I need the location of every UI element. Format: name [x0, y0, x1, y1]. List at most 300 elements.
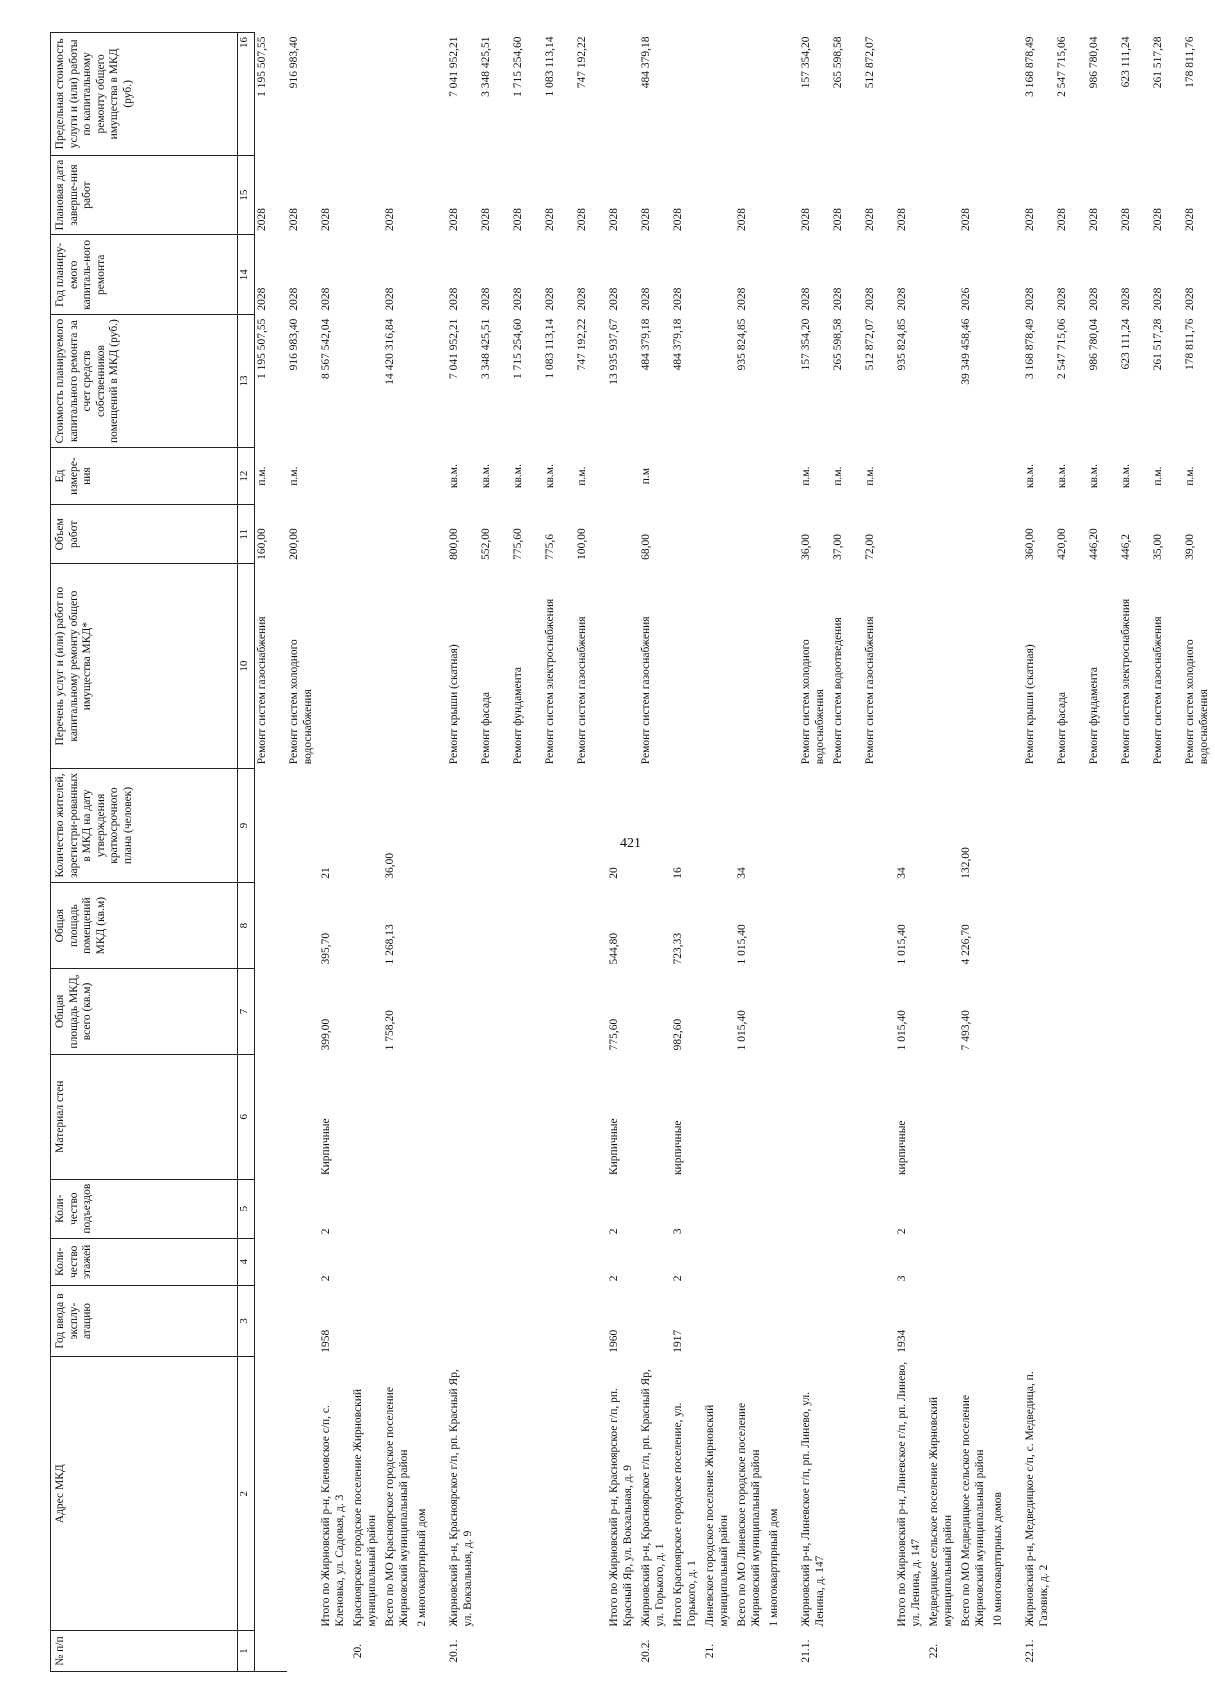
- table-cell: [1119, 1631, 1151, 1672]
- table-cell: [543, 883, 575, 969]
- column-header-6: Материал стен: [51, 1054, 238, 1179]
- table-cell: кв.м.: [1120, 464, 1132, 489]
- table-cell: [287, 883, 319, 969]
- table-cell: [863, 1054, 895, 1179]
- column-header-7: Общая площадь МКД, всего (кв.м): [51, 969, 238, 1055]
- table-cell: [255, 1357, 288, 1631]
- table-row: [479, 33, 511, 1672]
- column-header-14: Год планиру-емого капиталь-ного ремонта: [51, 235, 238, 315]
- table-cell: [1183, 1179, 1215, 1238]
- table-cell: [895, 447, 927, 504]
- table-cell: 2028: [640, 207, 652, 231]
- table-row: [1055, 33, 1087, 1672]
- table-cell: 2028: [608, 207, 620, 231]
- table-cell: 2: [896, 1228, 908, 1235]
- table-cell: [767, 505, 799, 564]
- column-header-10: Перечень услуг и (или) работ по капитальному ремонту общего имущества МКД*: [51, 564, 238, 768]
- table-cell: [575, 1357, 607, 1631]
- table-cell: 775,60: [512, 528, 524, 560]
- table-cell: [991, 315, 1023, 448]
- table-cell: [319, 564, 351, 768]
- table-cell: [1023, 1285, 1055, 1357]
- table-cell: 2028: [672, 287, 684, 311]
- table-cell: Ремонт систем электроснабжения: [544, 598, 556, 765]
- table-cell: [287, 1631, 319, 1672]
- table-cell: [1183, 1054, 1215, 1179]
- column-header-1: № п/п: [51, 1631, 238, 1672]
- table-cell: [863, 969, 895, 1055]
- table-cell: 2028: [800, 287, 812, 311]
- table-cell: [991, 564, 1023, 768]
- table-cell: [639, 768, 671, 882]
- table-cell: [991, 1054, 1023, 1179]
- table-row: [447, 33, 479, 1672]
- table-cell: Всего по МО Медведицкое сельское поселение Жирновский муниципальный район: [960, 1395, 986, 1627]
- table-cell: [1119, 883, 1151, 969]
- table-cell: 3 168 878,49: [1024, 318, 1036, 379]
- table-cell: 2028: [864, 207, 876, 231]
- table-cell: кв.м.: [1088, 464, 1100, 489]
- table-cell: 2028: [640, 287, 652, 311]
- table-cell: 68,00: [640, 534, 652, 560]
- column-header-5: Коли-чество подъездов: [51, 1179, 238, 1238]
- table-cell: кв.м.: [1056, 464, 1068, 489]
- table-cell: [991, 235, 1023, 315]
- table-row: [1151, 33, 1183, 1672]
- table-cell: [1023, 768, 1055, 882]
- table-cell: 2028: [832, 287, 844, 311]
- table-cell: [927, 768, 959, 882]
- table-cell: 8 567 542,04: [320, 318, 332, 379]
- table-cell: [927, 564, 959, 768]
- table-cell: 7 041 952,21: [448, 36, 460, 97]
- table-cell: 4 226,70: [960, 924, 972, 965]
- table-cell: 21.1.: [800, 1639, 812, 1663]
- table-cell: [863, 1238, 895, 1285]
- table-cell: [959, 33, 991, 156]
- table-cell: 10 многоквартирных домов: [992, 1492, 1004, 1627]
- column-header-2: Адрес МКД: [51, 1357, 238, 1631]
- table-cell: [863, 1357, 895, 1631]
- table-cell: [1087, 1238, 1119, 1285]
- column-header-4: Коли-чество этажей: [51, 1238, 238, 1285]
- table-cell: 2028: [544, 287, 556, 311]
- table-cell: 484 379,18: [640, 318, 652, 371]
- table-cell: [895, 33, 927, 156]
- table-cell: [479, 1179, 511, 1238]
- table-cell: [415, 1238, 447, 1285]
- table-cell: 2028: [448, 207, 460, 231]
- table-row: [319, 33, 351, 1672]
- table-cell: п.м.: [832, 466, 844, 486]
- table-cell: 34: [896, 867, 908, 879]
- table-cell: [959, 1054, 991, 1179]
- table-cell: [703, 1238, 735, 1285]
- table-row: [255, 33, 288, 1672]
- table-cell: 1934: [896, 1329, 908, 1353]
- table-cell: [671, 505, 703, 564]
- table-cell: [1055, 1054, 1087, 1179]
- table-cell: [383, 1179, 415, 1238]
- table-cell: [703, 1179, 735, 1238]
- table-cell: [991, 969, 1023, 1055]
- table-cell: 2028: [960, 207, 972, 231]
- table-cell: 261 517,28: [1152, 36, 1164, 89]
- table-cell: [895, 564, 927, 768]
- table-cell: 14 420 316,84: [384, 318, 396, 385]
- column-number-13: 13: [238, 315, 255, 448]
- table-cell: [351, 315, 383, 448]
- table-cell: 132,00: [960, 847, 972, 879]
- table-cell: [351, 883, 383, 969]
- table-cell: кв.м.: [480, 464, 492, 489]
- column-number-9: 9: [238, 768, 255, 882]
- table-cell: [1183, 1631, 1215, 1672]
- table-cell: [671, 564, 703, 768]
- table-cell: [703, 1285, 735, 1357]
- table-cell: [767, 33, 799, 156]
- table-cell: 2028: [1024, 207, 1036, 231]
- table-cell: 2: [608, 1275, 620, 1282]
- table-cell: [671, 33, 703, 156]
- table-cell: [799, 1179, 831, 1238]
- table-cell: [1055, 1179, 1087, 1238]
- table-cell: Ремонт крыши (скатная): [448, 644, 460, 765]
- table-row: [287, 33, 319, 1672]
- table-cell: 178 811,76: [1184, 318, 1196, 370]
- table-cell: 484 379,18: [672, 318, 684, 371]
- table-cell: 2028: [512, 207, 524, 231]
- table-cell: [511, 768, 543, 882]
- table-cell: [799, 1285, 831, 1357]
- table-cell: 2028: [512, 287, 524, 311]
- table-cell: [351, 447, 383, 504]
- column-number-12: 12: [238, 447, 255, 504]
- table-cell: 2: [320, 1228, 332, 1235]
- table-row: [895, 33, 927, 1672]
- table-cell: 1 715 254,60: [512, 318, 524, 379]
- column-number-1: 1: [238, 1631, 255, 1672]
- table-cell: [575, 1285, 607, 1357]
- table-cell: [383, 1631, 415, 1672]
- table-cell: 723,33: [672, 932, 684, 965]
- table-cell: [575, 883, 607, 969]
- table-row: [351, 33, 383, 1672]
- table-cell: п.м.: [576, 466, 588, 486]
- table-cell: 261 517,28: [1152, 318, 1164, 371]
- table-cell: [575, 1179, 607, 1238]
- table-cell: [383, 1054, 415, 1179]
- table-cell: [1087, 883, 1119, 969]
- table-cell: 2028: [256, 287, 268, 311]
- table-cell: [1151, 1631, 1183, 1672]
- table-cell: [479, 969, 511, 1055]
- table-cell: 2028: [576, 287, 588, 311]
- table-cell: Всего по МО Линевское городское поселение Жирновский муниципальный район: [736, 1402, 762, 1627]
- table-cell: 2028: [800, 207, 812, 231]
- table-cell: [287, 768, 319, 882]
- table-cell: 2028: [448, 287, 460, 311]
- table-cell: Жирновский р-н, Медведицкое с/п, с. Медведица, п. Газовик, д. 2: [1024, 1371, 1050, 1627]
- table-cell: 512 872,07: [864, 36, 876, 89]
- table-cell: [351, 1179, 383, 1238]
- table-cell: [1119, 1054, 1151, 1179]
- table-cell: [831, 768, 863, 882]
- table-row: [735, 33, 767, 1672]
- table-cell: Ремонт фундамента: [512, 667, 524, 765]
- table-cell: [831, 883, 863, 969]
- table-cell: [607, 564, 639, 768]
- table-cell: 7 041 952,21: [448, 318, 460, 379]
- table-cell: 160,00: [256, 528, 268, 560]
- table-cell: 399,00: [320, 1018, 332, 1051]
- table-cell: [383, 564, 415, 768]
- table-cell: Итого по Жирновский р-н, Линевское г/п, рп. Линево, ул. Ленина, д. 147: [896, 1361, 922, 1627]
- table-cell: [255, 1631, 288, 1672]
- table-cell: [767, 235, 799, 315]
- table-cell: [351, 969, 383, 1055]
- table-cell: 16: [672, 867, 684, 879]
- table-cell: 747 192,22: [576, 318, 588, 371]
- table-row: [927, 33, 959, 1672]
- table-cell: [991, 1631, 1023, 1672]
- table-cell: [543, 1357, 575, 1631]
- table-row: [1183, 33, 1215, 1672]
- table-cell: [735, 447, 767, 504]
- table-cell: [767, 1179, 799, 1238]
- table-cell: 982,60: [672, 1018, 684, 1051]
- table-cell: Ремонт систем газоснабжения: [1152, 616, 1164, 765]
- table-cell: 2028: [1088, 287, 1100, 311]
- table-cell: [1087, 1054, 1119, 1179]
- table-cell: 775,60: [608, 1018, 620, 1051]
- table-cell: 512 872,07: [864, 318, 876, 371]
- table-cell: 2028: [1088, 207, 1100, 231]
- table-cell: 446,2: [1120, 534, 1132, 560]
- table-cell: [831, 1054, 863, 1179]
- table-cell: [1023, 969, 1055, 1055]
- table-cell: [415, 1285, 447, 1357]
- table-cell: [255, 883, 288, 969]
- table-cell: 2026: [960, 287, 972, 311]
- table-cell: Ремонт систем газоснабжения: [864, 616, 876, 765]
- column-number-14: 14: [238, 235, 255, 315]
- table-cell: [927, 1179, 959, 1238]
- table-cell: 100,00: [576, 528, 588, 560]
- table-body: [255, 33, 1215, 1672]
- table-cell: 1 015,40: [896, 1010, 908, 1051]
- table-cell: [1055, 969, 1087, 1055]
- column-header-3: Год ввода в эксплу-атацию: [51, 1285, 238, 1357]
- table-cell: [799, 969, 831, 1055]
- table-cell: [767, 1054, 799, 1179]
- table-cell: п.м.: [864, 466, 876, 486]
- table-cell: 2028: [1120, 287, 1132, 311]
- table-cell: [511, 1238, 543, 1285]
- table-cell: [415, 33, 447, 156]
- table-cell: 2028: [384, 207, 396, 231]
- table-cell: [831, 1238, 863, 1285]
- table-cell: [287, 1357, 319, 1631]
- table-cell: [959, 1285, 991, 1357]
- table-cell: [415, 447, 447, 504]
- table-cell: [255, 1054, 288, 1179]
- table-cell: 2028: [576, 207, 588, 231]
- table-cell: 2028: [672, 207, 684, 231]
- table-cell: [639, 1054, 671, 1179]
- table-cell: [319, 33, 351, 156]
- table-cell: [1055, 1631, 1087, 1672]
- header-row: [51, 33, 238, 1672]
- table-cell: [351, 1054, 383, 1179]
- table-cell: п.м.: [288, 466, 300, 486]
- table-cell: [991, 33, 1023, 156]
- table-cell: 1 195 507,55: [256, 318, 268, 379]
- table-cell: Ремонт фасада: [480, 691, 492, 765]
- table-row: [703, 33, 735, 1672]
- table-cell: 2 многоквартирный дом: [416, 1508, 428, 1627]
- table-cell: [831, 1179, 863, 1238]
- table-cell: Ремонт систем газоснабжения: [256, 616, 268, 765]
- table-cell: [511, 883, 543, 969]
- table-cell: 2028: [288, 287, 300, 311]
- table-cell: [543, 1631, 575, 1672]
- table-cell: [991, 1238, 1023, 1285]
- table-cell: [543, 1238, 575, 1285]
- table-cell: [767, 768, 799, 882]
- table-cell: [351, 155, 383, 235]
- table-cell: [703, 447, 735, 504]
- table-cell: [479, 1631, 511, 1672]
- table-cell: 36,00: [384, 852, 396, 879]
- table-cell: Жирновский р-н, Линевское г/п, рп. Линево, ул. Ленина, д. 147: [800, 1391, 826, 1627]
- table-cell: [447, 768, 479, 882]
- table-cell: 2028: [320, 287, 332, 311]
- table-cell: 3 348 425,51: [480, 36, 492, 97]
- table-cell: [703, 505, 735, 564]
- table-cell: кв.м.: [512, 464, 524, 489]
- table-cell: п.м.: [256, 466, 268, 486]
- table-cell: 2 547 715,06: [1056, 36, 1068, 97]
- table-cell: 1958: [320, 1329, 332, 1353]
- table-cell: [703, 564, 735, 768]
- table-cell: [447, 969, 479, 1055]
- table-cell: [735, 1631, 767, 1672]
- table-cell: 775,6: [544, 534, 556, 560]
- table-cell: 2028: [736, 207, 748, 231]
- table-row: [1119, 33, 1151, 1672]
- table-cell: Жирновский р-н, Красноярское г/п, рп. Красный Яр, ул. Горького, д. 1: [640, 1369, 666, 1627]
- table-cell: Ремонт систем газоснабжения: [640, 616, 652, 765]
- table-cell: 1 083 113,14: [544, 318, 556, 379]
- column-header-16: Предельная стоимость услуги и (или) работы по капитальному ремонту общего имущества в МКД (руб.): [51, 33, 238, 156]
- table-cell: [511, 1285, 543, 1357]
- table-row: [543, 33, 575, 1672]
- table-cell: 2 547 715,06: [1056, 318, 1068, 379]
- table-cell: 21.: [704, 1643, 716, 1659]
- table-cell: 2028: [1152, 207, 1164, 231]
- table-cell: [927, 969, 959, 1055]
- table-cell: [767, 1238, 799, 1285]
- table-cell: 2: [320, 1275, 332, 1282]
- table-cell: 3 348 425,51: [480, 318, 492, 379]
- table-cell: [895, 1631, 927, 1672]
- table-cell: [991, 505, 1023, 564]
- table-cell: [543, 969, 575, 1055]
- column-number-8: 8: [238, 883, 255, 969]
- table-cell: [351, 1238, 383, 1285]
- table-cell: 39 349 458,46: [960, 318, 972, 385]
- column-number-15: 15: [238, 155, 255, 235]
- table-row: [575, 33, 607, 1672]
- table-cell: [287, 969, 319, 1055]
- table-cell: [1119, 1285, 1151, 1357]
- column-number-3: 3: [238, 1285, 255, 1357]
- table-cell: 552,00: [480, 528, 492, 560]
- table-cell: [1119, 1357, 1151, 1631]
- table-cell: 1 083 113,14: [544, 36, 556, 97]
- table-cell: [959, 1631, 991, 1672]
- table-cell: 39,00: [1184, 534, 1196, 560]
- table-cell: Итого Красноярское городское поселение, ул. Горького, д. 1: [672, 1402, 698, 1627]
- table-cell: [991, 155, 1023, 235]
- table-cell: [703, 768, 735, 882]
- table-cell: [447, 1238, 479, 1285]
- table-cell: [415, 1631, 447, 1672]
- table-cell: [415, 883, 447, 969]
- table-cell: [1151, 1285, 1183, 1357]
- table-cell: 20.1.: [448, 1639, 460, 1663]
- table-cell: п.м: [640, 467, 652, 485]
- table-cell: [991, 1179, 1023, 1238]
- table-cell: 1 многоквартирный дом: [768, 1508, 780, 1627]
- table-cell: 395,70: [320, 932, 332, 965]
- column-header-13: Стоимость планируемого капитального ремонта за счет средств собственников помещений в МКД (руб.): [51, 315, 238, 448]
- table-cell: 360,00: [1024, 528, 1036, 560]
- table-row: [383, 33, 415, 1672]
- table-cell: [1119, 969, 1151, 1055]
- column-number-4: 4: [238, 1238, 255, 1285]
- table-cell: [575, 969, 607, 1055]
- table-cell: [1055, 1238, 1087, 1285]
- table-cell: [319, 1631, 351, 1672]
- table-cell: 20.: [352, 1643, 364, 1659]
- table-row: [767, 33, 799, 1672]
- table-cell: [351, 235, 383, 315]
- table-cell: [671, 447, 703, 504]
- table-cell: [1087, 1285, 1119, 1357]
- table-cell: Ремонт систем водоотведения: [832, 617, 844, 765]
- table-cell: [735, 1285, 767, 1357]
- table-cell: Ремонт систем холодного водоснабжения: [1184, 639, 1210, 765]
- table-cell: 1 195 507,55: [256, 36, 268, 97]
- table-cell: [511, 1357, 543, 1631]
- table-cell: 1 758,20: [384, 1010, 396, 1051]
- table-cell: [607, 33, 639, 156]
- table-cell: 1960: [608, 1329, 620, 1353]
- table-cell: кв.м.: [448, 464, 460, 489]
- table-cell: [895, 505, 927, 564]
- table-cell: [927, 1238, 959, 1285]
- table-cell: [863, 1631, 895, 1672]
- table-cell: [543, 1285, 575, 1357]
- table-cell: [703, 315, 735, 448]
- table-cell: [767, 1285, 799, 1357]
- table-cell: [1119, 768, 1151, 882]
- table-cell: [415, 315, 447, 448]
- table-cell: кирпичные: [672, 1120, 684, 1176]
- column-number-7: 7: [238, 969, 255, 1055]
